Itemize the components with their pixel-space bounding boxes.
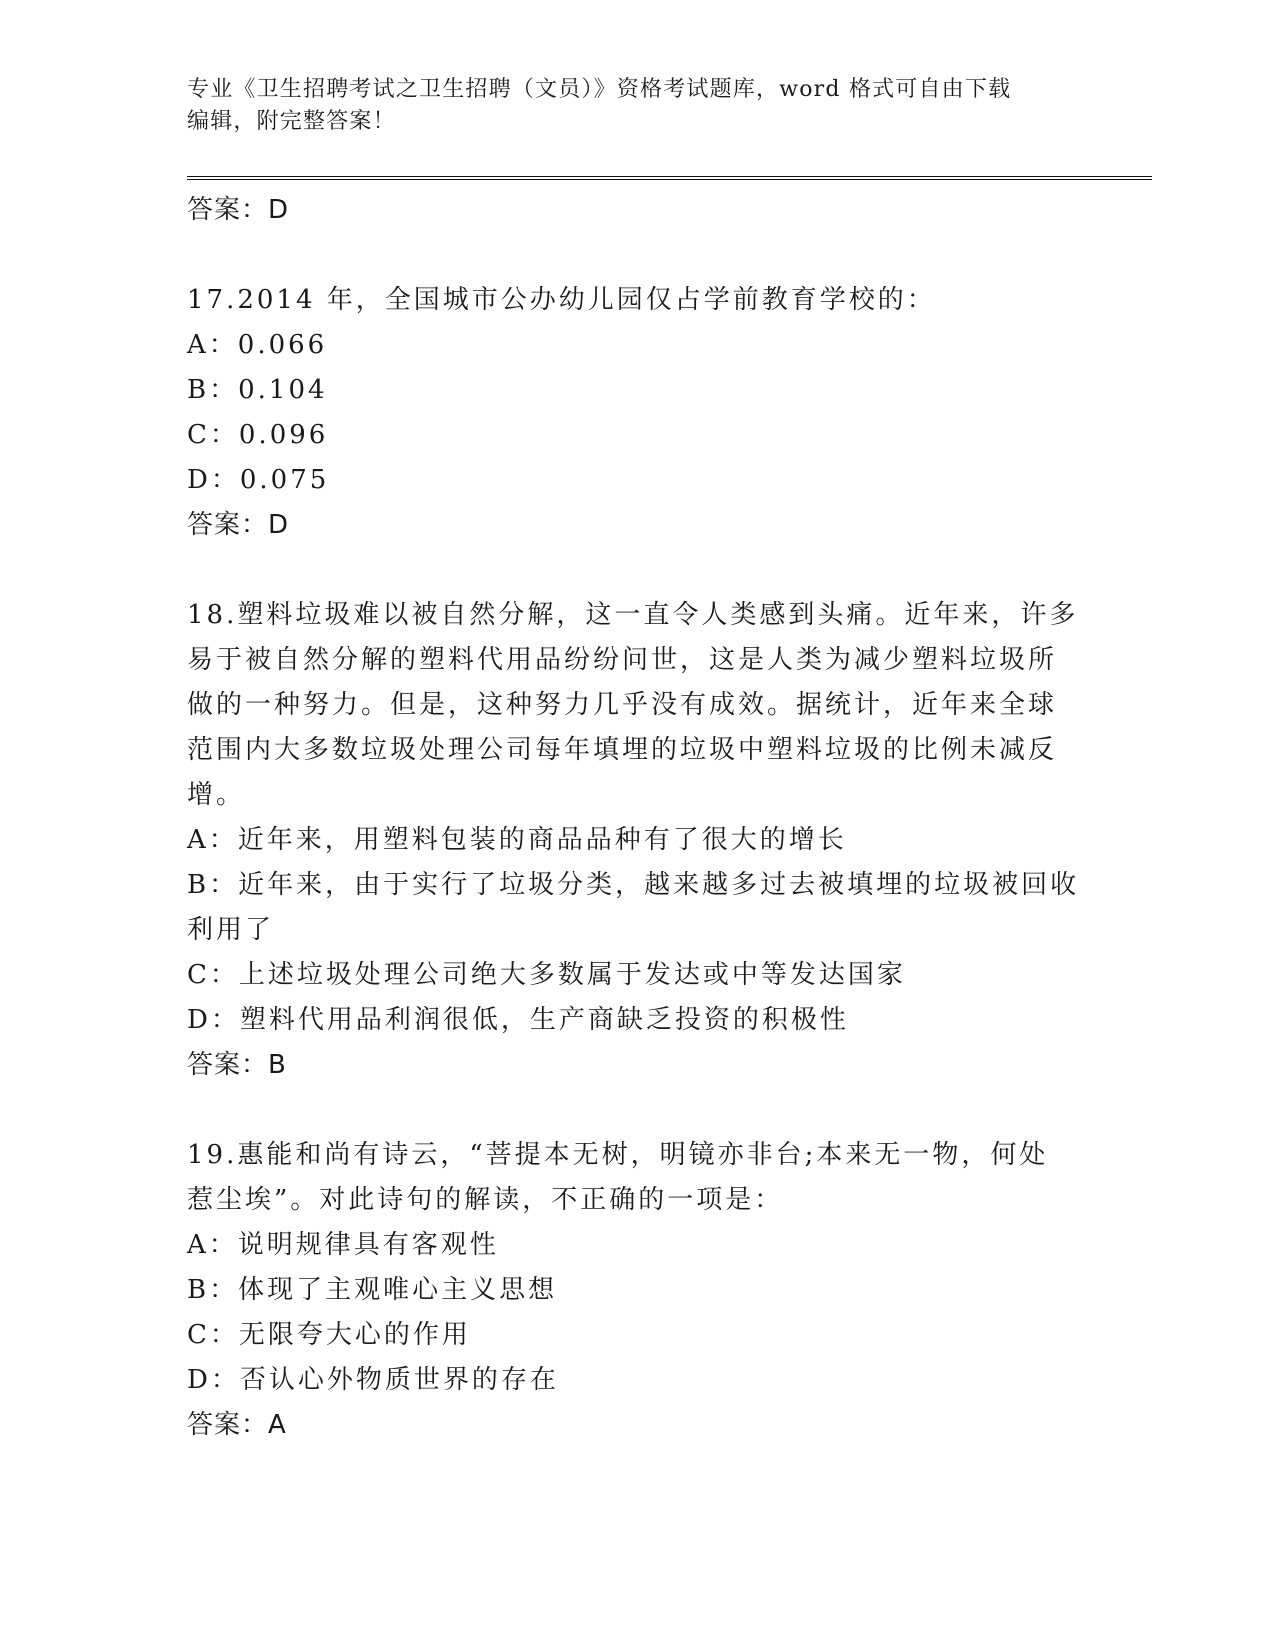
document-header — [187, 74, 1147, 138]
question-stem-line: 18.塑料垃圾难以被自然分解，这一直令人类感到头痛。近年来，许多 — [187, 600, 1079, 630]
option-b: B：近年来，由于实行了垃圾分类，越来越多过去被填埋的垃圾被回收 — [187, 870, 1080, 900]
question-stem-line: 易于被自然分解的塑料代用品纷纷问世，这是人类为减少塑料垃圾所 — [187, 645, 1058, 675]
answer-line: 答案：D — [187, 510, 290, 540]
document-page — [187, 70, 1147, 1448]
question-block — [187, 1133, 1147, 1448]
question-stem-line: 17.2014 年，全国城市公办幼儿园仅占学前教育学校的： — [187, 285, 936, 315]
option-b: B：体现了主观唯心主义思想 — [187, 1275, 558, 1305]
header-line: 编辑，附完整答案！ — [187, 109, 396, 134]
option-d: D：塑料代用品利润很低，生产商缺乏投资的积极性 — [187, 1005, 849, 1035]
question-stem-line: 19.惠能和尚有诗云，“菩提本无树，明镜亦非台;本来无一物，何处 — [187, 1140, 1049, 1170]
option-c: C：0.096 — [187, 420, 329, 450]
option-a: A：0.066 — [187, 330, 328, 360]
question-block — [187, 593, 1147, 1088]
option-b-continued: 利用了 — [187, 915, 275, 945]
answer-line: 答案：A — [187, 1410, 287, 1440]
option-a: A：说明规律具有客观性 — [187, 1230, 499, 1260]
option-a: A：近年来，用塑料包装的商品品种有了很大的增长 — [187, 825, 847, 855]
header-line: 专业《卫生招聘考试之卫生招聘（文员）》资格考试题库，word 格式可自由下载 — [187, 77, 1012, 102]
option-d: D：否认心外物质世界的存在 — [187, 1365, 559, 1395]
option-d: D：0.075 — [187, 465, 330, 495]
header-divider — [187, 176, 1152, 180]
option-b: B：0.104 — [187, 375, 328, 405]
option-c: C：无限夸大心的作用 — [187, 1320, 471, 1350]
option-c: C：上述垃圾处理公司绝大多数属于发达或中等发达国家 — [187, 960, 906, 990]
question-stem-line: 范围内大多数垃圾处理公司每年填埋的垃圾中塑料垃圾的比例未减反 — [187, 735, 1058, 765]
question-block — [187, 278, 1147, 548]
question-stem-line: 惹尘埃”。对此诗句的解读，不正确的一项是： — [187, 1185, 784, 1215]
question-stem-line: 增。 — [187, 780, 246, 810]
answer-line: 答案：D — [187, 195, 290, 225]
question-stem-line: 做的一种努力。但是，这种努力几乎没有成效。据统计，近年来全球 — [187, 690, 1058, 720]
answer-line: 答案：B — [187, 1050, 287, 1080]
